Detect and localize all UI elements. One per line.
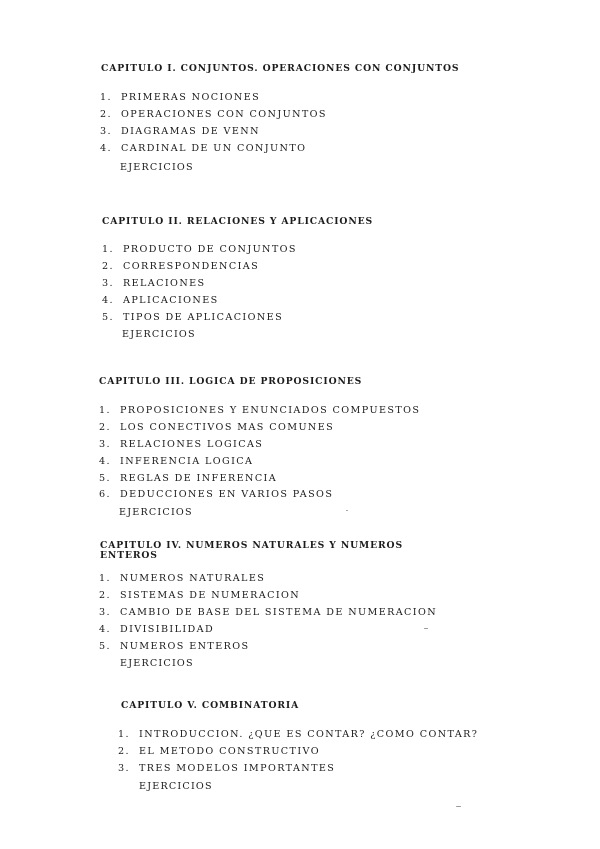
section-number: 5. <box>99 472 111 484</box>
section-title: NUMEROS NATURALES <box>120 573 266 584</box>
section-item <box>100 141 459 158</box>
section-number: 2. <box>118 745 130 757</box>
section-title: TRES MODELOS IMPORTANTES <box>139 762 336 774</box>
section-number: 4. <box>102 294 114 306</box>
section-number: 3. <box>118 762 130 774</box>
chapter-1 <box>101 64 459 176</box>
section-item <box>102 310 373 327</box>
exercises-label: EJERCICIOS <box>119 507 193 519</box>
section-number: 6. <box>99 489 111 501</box>
section-title: PROPOSICIONES Y ENUNCIADOS COMPUESTOS <box>120 405 421 416</box>
section-item <box>100 124 459 141</box>
scan-speck <box>346 510 348 511</box>
section-item <box>99 571 437 588</box>
section-number: 3. <box>99 438 111 450</box>
section-item <box>99 588 437 605</box>
section-item <box>99 639 437 656</box>
section-item <box>99 487 420 504</box>
chapter-section-list <box>102 242 373 326</box>
section-item <box>99 471 420 488</box>
section-item <box>102 259 373 276</box>
section-title: CORRESPONDENCIAS <box>123 260 260 272</box>
section-item <box>99 403 420 420</box>
section-title: PRODUCTO DE CONJUNTOS <box>123 244 297 255</box>
chapter-3 <box>99 377 420 521</box>
section-title: LOS CONECTIVOS MAS COMUNES <box>120 421 335 433</box>
section-title: INTRODUCCION. ¿QUE ES CONTAR? ¿COMO CONTAR? <box>139 729 479 740</box>
section-number: 1. <box>99 405 111 416</box>
chapter-section-list <box>100 90 459 158</box>
chapter-4 <box>100 541 437 672</box>
chapter-title: CAPITULO IV. NUMEROS NATURALES Y NUMEROS ENTEROS <box>100 540 403 561</box>
exercises-label: EJERCICIOS <box>120 161 194 173</box>
section-item <box>118 744 478 761</box>
section-number: 1. <box>102 244 114 255</box>
section-title: TIPOS DE APLICACIONES <box>123 311 284 323</box>
section-number: 2. <box>102 260 114 272</box>
chapter-title: CAPITULO I. CONJUNTOS. OPERACIONES CON CONJUNTOS <box>101 63 460 74</box>
section-number: 4. <box>100 142 112 154</box>
chapter-5 <box>118 700 479 795</box>
section-item <box>118 761 478 778</box>
section-item <box>118 727 478 744</box>
section-item <box>102 242 373 259</box>
section-item <box>100 90 459 107</box>
section-title: PRIMERAS NOCIONES <box>121 92 261 103</box>
section-title: RELACIONES LOGICAS <box>120 438 264 450</box>
section-title: INFERENCIA LOGICA <box>120 455 254 467</box>
section-number: 4. <box>99 623 111 635</box>
section-title: CAMBIO DE BASE DEL SISTEMA DE NUMERACION <box>120 606 438 618</box>
section-item <box>99 605 437 622</box>
section-item <box>99 622 437 639</box>
scan-speck <box>456 806 461 807</box>
chapter-section-list <box>99 403 420 504</box>
section-title: OPERACIONES CON CONJUNTOS <box>121 108 327 120</box>
chapter-title: CAPITULO II. RELACIONES Y APLICACIONES <box>102 216 374 227</box>
section-title: NUMEROS ENTEROS <box>120 640 250 652</box>
section-title: RELACIONES <box>123 277 206 289</box>
section-number: 2. <box>99 421 111 433</box>
section-number: 1. <box>100 92 112 103</box>
section-number: 2. <box>100 108 112 120</box>
section-number: 3. <box>100 125 112 137</box>
section-number: 1. <box>99 573 111 584</box>
section-number: 4. <box>99 455 111 467</box>
section-title: APLICACIONES <box>123 294 219 306</box>
section-number: 5. <box>102 311 114 323</box>
section-title: REGLAS DE INFERENCIA <box>120 472 278 484</box>
section-number: 3. <box>102 277 114 289</box>
section-number: 2. <box>99 589 111 601</box>
section-item <box>99 454 420 471</box>
chapter-title: CAPITULO III. LOGICA DE PROPOSICIONES <box>99 376 363 387</box>
section-title: DEDUCCIONES EN VARIOS PASOS <box>120 489 334 501</box>
section-title: CARDINAL DE UN CONJUNTO <box>121 142 307 154</box>
exercises-label: EJERCICIOS <box>122 329 196 341</box>
section-title: EL METODO CONSTRUCTIVO <box>139 745 320 757</box>
chapter-section-list <box>118 727 478 778</box>
section-number: 1. <box>118 729 130 740</box>
section-title: DIAGRAMAS DE VENN <box>121 125 260 137</box>
scan-speck <box>424 628 428 629</box>
section-item <box>102 293 373 310</box>
section-number: 5. <box>99 640 111 652</box>
chapter-2 <box>102 217 373 343</box>
section-item <box>102 276 373 293</box>
chapter-section-list <box>99 571 437 655</box>
exercises-label: EJERCICIOS <box>120 658 194 670</box>
section-title: SISTEMAS DE NUMERACION <box>120 589 301 601</box>
section-item <box>100 107 459 124</box>
section-item <box>99 437 420 454</box>
exercises-label: EJERCICIOS <box>139 780 213 792</box>
section-title: DIVISIBILIDAD <box>120 623 215 635</box>
section-item <box>99 420 420 437</box>
chapter-title: CAPITULO V. COMBINATORIA <box>121 700 300 711</box>
section-number: 3. <box>99 606 111 618</box>
